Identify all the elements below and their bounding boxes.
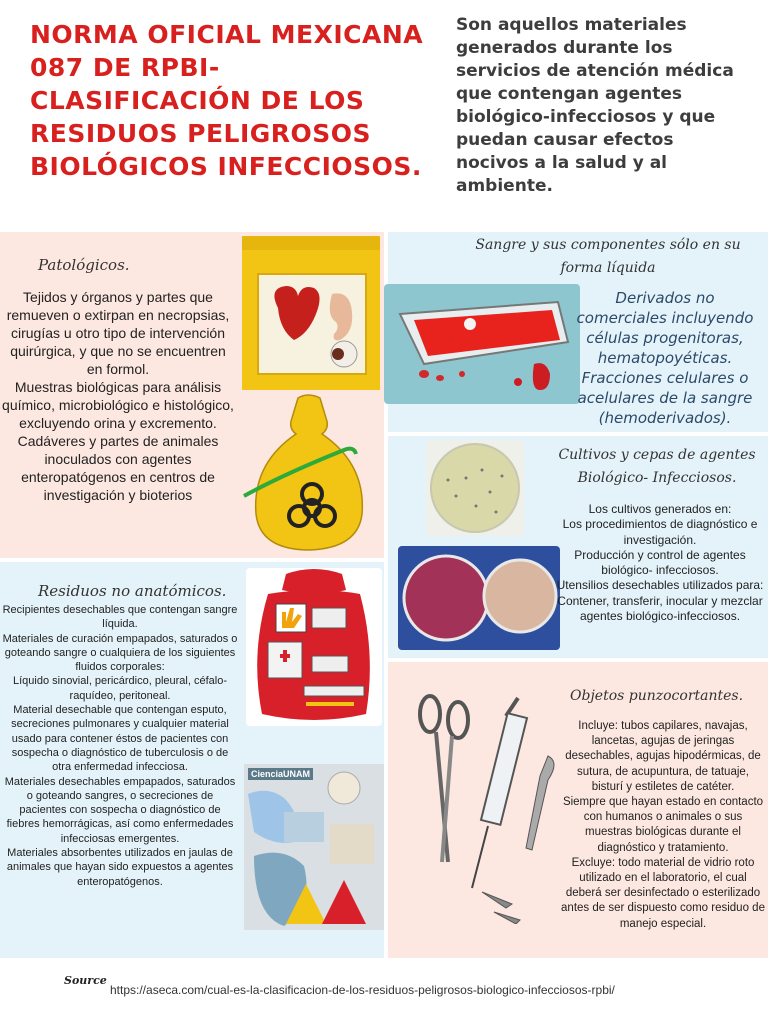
intro-text: Son aquellos materiales generados durante los servicios de atención médica que contengan agentes biológico-infecciosos y que puedan causar efectos nocivos a la salud y al ambiente. (456, 15, 734, 196)
ciencia-unam-badge: CienciaUNAM (248, 768, 313, 780)
section-title-sangre: Sangre y sus componentes sólo en su forma líquida (475, 237, 741, 276)
petri-dish-illustration (426, 440, 524, 536)
section-title-patologicos: Patológicos. (38, 256, 130, 274)
section-title-no-anatomicos: Residuos no anatómicos. (38, 582, 227, 600)
medical-waste-photo (244, 764, 384, 930)
syringe-icon (472, 698, 527, 888)
yellow-biohazard-bag-illustration (240, 392, 382, 552)
section-title-punzocortantes: Objetos punzocortantes. (570, 688, 744, 704)
source-link[interactable]: https://aseca.com/cual-es-la-clasificacion-de-los-residuos-peligrosos-biologico-infecciosos-rpbi/ (110, 983, 615, 997)
page-title: NORMA OFICIAL MEXICANA 087 DE RPBI-CLASIFICACIÓN DE LOS RESIDUOS PELIGROSOS BIOLÓGICOS INFECCIOSOS. (30, 20, 424, 181)
glass-shards-icon (482, 892, 520, 924)
blood-tray-illustration (384, 284, 580, 404)
section-body-cultivos: Los cultivos generados en: Los procedimientos de diagnóstico e investigación. Producción y control de agentes biológico- infecciosos. Utensilios desechables utilizados para: Contener, transferir, inocular y mezclar agentes biológico-infecciosos. (556, 502, 764, 624)
waste-items-illustration (244, 764, 384, 930)
section-body-no-anatomicos: Recipientes desechables que contengan sangre líquida. Materiales de curación empapados, saturados o goteando sangre o cualquiera de los siguientes fluidos corporales: Líquido sinovial, pericárdico, pleural, céfalo-raquídeo, peritoneal. Material desechable que contengan esputo, secreciones pulmonares y cualquier material usado para contener éstos de pacientes con sospecha o diagnóstico de tuberculosis o de otra enfermedad infecciosa. Materiales desechables empapados, saturados o goteando sangres, o secreciones de pacientes con sospecha o diagnóstico de fiebres hemorrágicas, así como enfermedades infecciosas emergentes. Materiales absorbentes utilizados en jaulas de animales que hayan sido expuestos a agentes enteropatógenos. (2, 604, 238, 888)
source-label: Source (64, 974, 107, 987)
scissors-icon (420, 696, 468, 862)
red-bag-illustration (246, 568, 382, 726)
section-title-cultivos: Cultivos y cepas de agentes Biológico- Infecciosos. (558, 447, 756, 486)
organs-bag-illustration (240, 236, 382, 392)
section-body-patologicos: Tejidos y órganos y partes que remueven o extirpan en necropsias, cirugías u otro tipo de intervención quirúrgica, y que no se encuentren en formol. Muestras biológicas para análisis químico, microbiológico e histológico, excluyendo orina y excremento. Cadáveres y partes de animales inoculados con agentes enteropatógenos en centros de investigación y bioterios (2, 289, 234, 503)
culture-plates-illustration (398, 546, 560, 650)
sharps-illustration (412, 692, 564, 924)
section-body-punzocortantes: Incluye: tubos capilares, navajas, lancetas, agujas de jeringas desechables, agujas hipodérmicas, de sutura, de acupuntura, de tatuaje, bisturí y estiletes de catéter. Siempre que hayan estado en contacto con humanos o animales o sus muestras biológicas durante el diagnóstico y tratamiento. Excluye: todo material de vidrio roto utilizado en el laboratorio, el cual deberá ser desinfectado o esterilizado antes de ser dispuesto como residuo de manejo especial. (561, 720, 765, 930)
scalpel-icon (526, 756, 554, 850)
section-body-sangre: Derivados no comerciales incluyendo células progenitoras, hematopoyéticas. Fracciones celulares o acelulares de la sangre (hemoderivados). (576, 289, 754, 427)
